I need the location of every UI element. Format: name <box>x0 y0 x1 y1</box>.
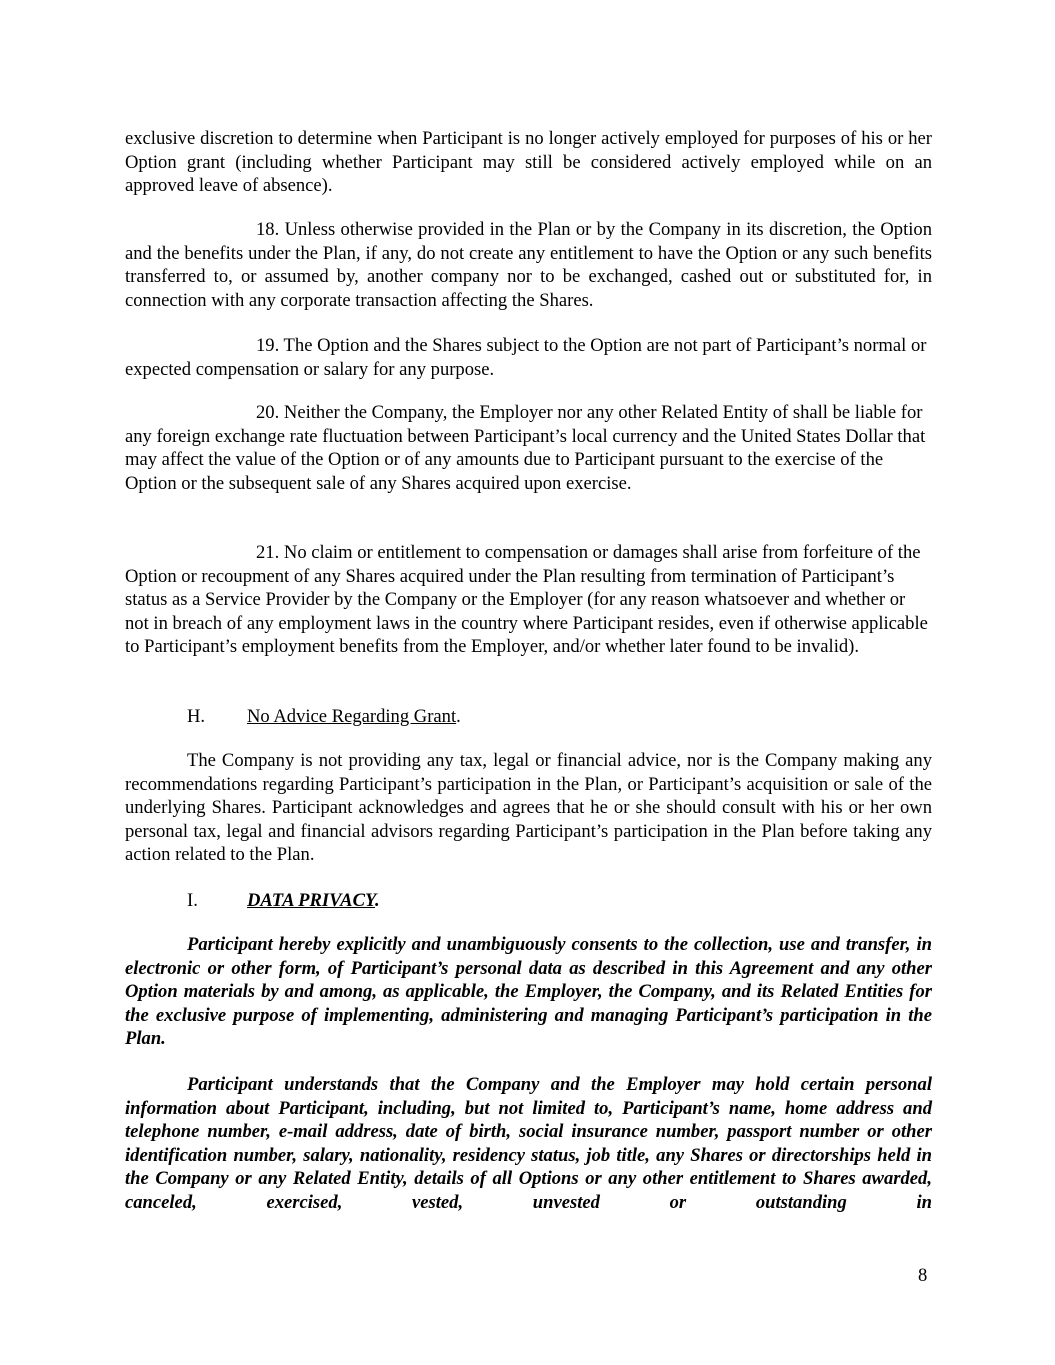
paragraph-continuation: exclusive discretion to determine when Participant is no longer actively employed for purposes of his or her Option grant (including whether Participant may still be considered actively employed while on an approved leave of absence). <box>125 128 932 197</box>
paragraph-20: 20. Neither the Company, the Employer nor any other Related Entity of shall be liable for any foreign exchange rate fluctuation between Participant’s local currency and the United States Dollar that may affect the value of the Option or of any amounts due to Participant pursuant to the exercise of the Option or the subsequent sale of any Shares acquired upon exercise. <box>125 402 926 494</box>
section-title-h: No Advice Regarding Grant. <box>247 706 461 727</box>
paragraph-no-advice: The Company is not providing any tax, legal or financial advice, nor is the Company making any recommendations regarding Participant’s participation in the Plan, or Participant’s acquisition or sale of the underlying Shares. Participant acknowledges and agrees that he or she should consult with his or her own personal tax, legal and financial advisors regarding Participant’s participation in the Plan before taking any action related to the Plan. <box>125 750 932 866</box>
paragraph-data-privacy-consent: Participant hereby explicitly and unambiguously consents to the collection, use and transfer, in electronic or other form, of Participant’s personal data as described in this Agreement and any other Option materials by and among, as applicable, the Employer, the Company, and its Related Entities for the exclusive purpose of implementing, administering and managing Participant’s participation in the Plan. <box>125 934 932 1050</box>
section-letter-h: H. <box>187 706 206 727</box>
paragraph-18: 18. Unless otherwise provided in the Plan or by the Company in its discretion, the Option and the benefits under the Plan, if any, do not create any entitlement to have the Option or any such benefits transferred to, or assumed by, another company nor to be exchanged, cashed out or substituted for, in connection with any corporate transaction affecting the Shares. <box>125 219 932 311</box>
section-title-i: DATA PRIVACY. <box>247 890 380 911</box>
paragraph-data-privacy-info: Participant understands that the Company and the Employer may hold certain personal information about Participant, including, but not limited to, Participant’s name, home address and telephone number, e-mail address, date of birth, social insurance number, passport number or other identification number, salary, nationality, residency status, job title, any Shares or directorships held in the Company or any Related Entity, details of all Options or any other entitlement to Shares awarded, canceled, exercised, vested, unvested or outstanding in <box>125 1074 932 1213</box>
section-letter-i: I. <box>187 890 198 911</box>
page-number: 8 <box>918 1265 928 1286</box>
paragraph-21: 21. No claim or entitlement to compensation or damages shall arise from forfeiture of the Option or recoupment of any Shares acquired under the Plan resulting from termination of Participant’s status as a Service Provider by the Company or the Employer (for any reason whatsoever and whether or not in breach of any employment laws in the country where Participant resides, even if otherwise applicable to Participant’s employment benefits from the Employer, and/or whether later found to be invalid). <box>125 542 928 658</box>
paragraph-19: 19. The Option and the Shares subject to the Option are not part of Participant’s normal or expected compensation or salary for any purpose. <box>125 335 927 380</box>
